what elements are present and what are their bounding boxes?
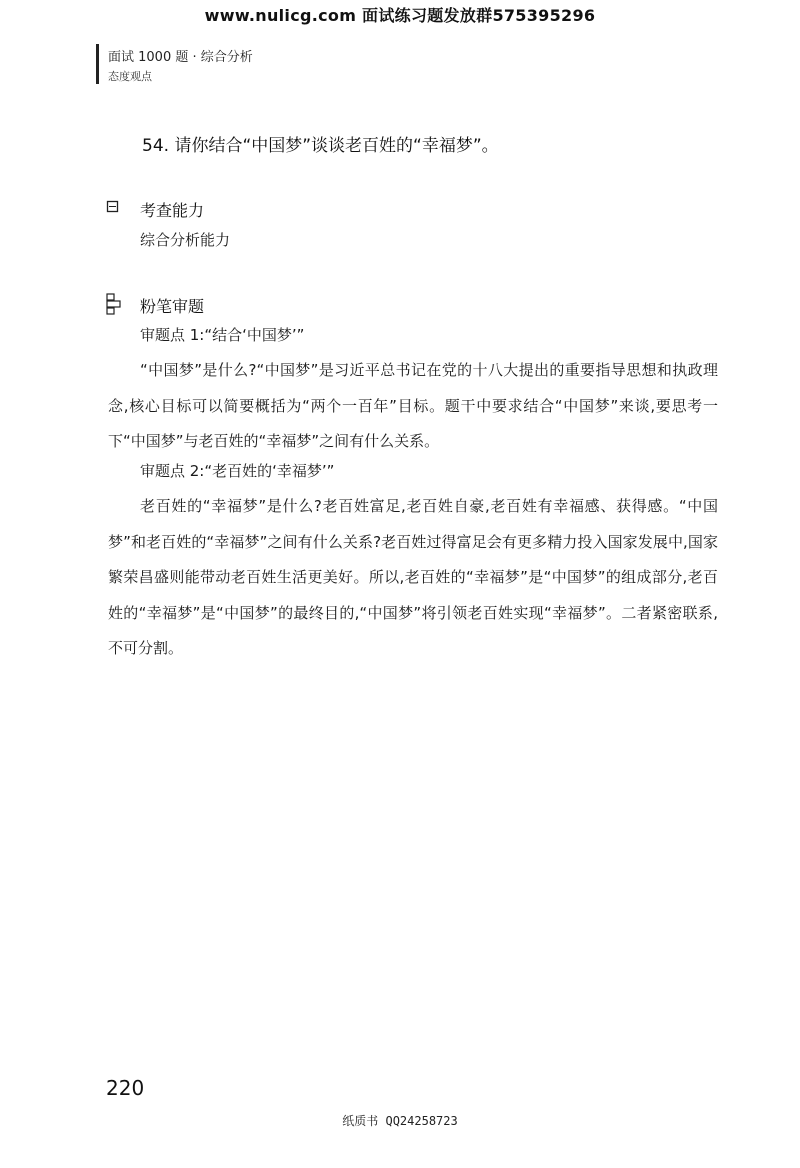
- section-ability-title: 考查能力: [140, 201, 205, 220]
- point2-paragraph: 老百姓的“幸福梦”是什么?老百姓富足,老百姓自豪,老百姓有幸福感、获得感。“中国梦”和老百姓的“幸福梦”之间有什么关系?老百姓过得富足会有更多精力投入国家发展中,国家繁荣昌盛则能带动老百姓生活更美好。所以,老百姓的“幸福梦”是“中国梦”的组成部分,老百姓的“幸福梦”是“中国梦”的最终目的,“中国梦”将引领老百姓实现“幸福梦”。二者紧密联系,不可分割。: [108, 497, 718, 657]
- top-banner: www.nulicg.com 面试练习题发放群575395296: [204, 6, 596, 25]
- header-bar: [96, 44, 99, 84]
- point2-label: 审题点 2:“老百姓的‘幸福梦’”: [140, 462, 335, 480]
- chapter-title: 态度观点: [108, 70, 152, 83]
- review-icon: [106, 293, 122, 315]
- footer-note: 纸质书 QQ24258723: [342, 1114, 458, 1128]
- section-ability-content: 综合分析能力: [140, 231, 231, 249]
- checkbox-icon: [106, 200, 120, 214]
- point1-paragraph: “中国梦”是什么?“中国梦”是习近平总书记在党的十八大提出的重要指导思想和执政理念,核心目标可以简要概括为“两个一百年”目标。题干中要求结合“中国梦”来谈,要思考一下“中国梦”与老百姓的“幸福梦”之间有什么关系。: [108, 361, 718, 450]
- point1-label: 审题点 1:“结合‘中国梦’”: [140, 326, 305, 344]
- question-title: 54. 请你结合“中国梦”谈谈老百姓的“幸福梦”。: [142, 136, 499, 156]
- book-title: 面试 1000 题 · 综合分析: [108, 50, 253, 65]
- page-number: 220: [106, 1076, 145, 1100]
- section-review-title: 粉笔审题: [140, 297, 205, 316]
